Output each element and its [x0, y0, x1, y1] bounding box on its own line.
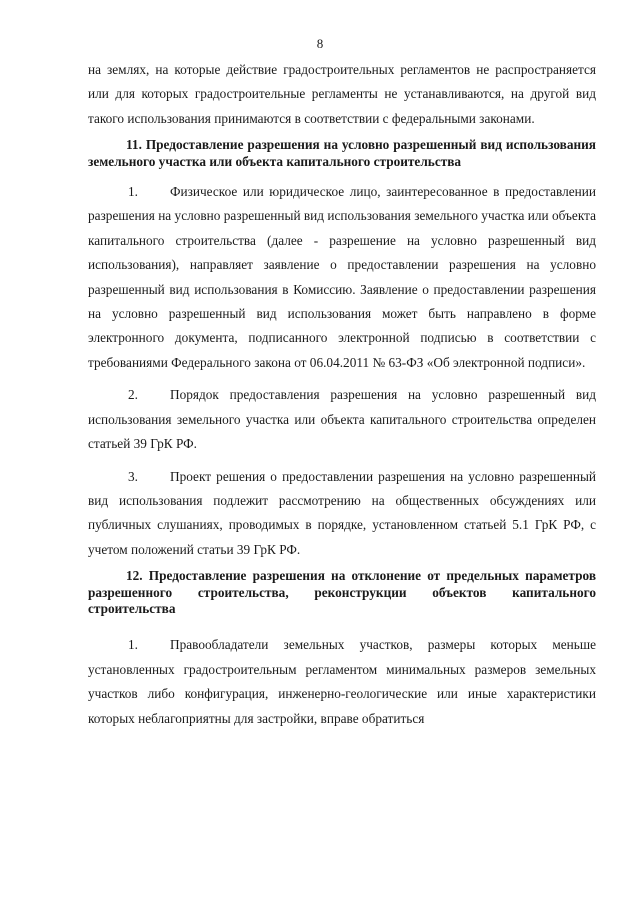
page-number: 8 [316, 36, 324, 51]
item-number: 1. [128, 184, 138, 200]
item-number: 1. [128, 637, 138, 653]
item-text: Проект решения о предоставлении разрешения на условно разрешенный вид использования подлежит рассмотрению на общественных обсуждениях или публичных слушаниях, проводимых в порядке, установленном статьей 5.1 ГрК РФ, с учетом положений статьи 39 ГрК РФ. [88, 468, 596, 557]
intro-paragraph: на землях, на которые действие градостроительных регламентов не распространяется или для которых градостроительные регламенты не устанавливаются, на другой вид такого использования принимаются в соответствии с федеральными законами. [88, 62, 596, 126]
section-11-item-2 [88, 383, 596, 456]
section-12-item-1 [88, 633, 596, 731]
section-11-item-3 [88, 465, 596, 563]
section-11-item-1 [88, 180, 596, 375]
item-text: Правообладатели земельных участков, размеры которых меньше установленных градостроительным регламентом минимальных размеров земельных участков либо конфигурация, инженерно-геологические или иные характеристики которых неблагоприятны для застройки, вправе обратиться [88, 637, 596, 726]
document-body [88, 58, 596, 731]
section-11-heading: 11. Предоставление разрешения на условно разрешенный вид использования земельного участка или объекта капитального строительства [88, 137, 596, 169]
item-number: 2. [128, 387, 138, 403]
item-text: Физическое или юридическое лицо, заинтересованное в предоставлении разрешения на условно разрешенный вид использования земельного участка или объекта капитального строительства (далее - разрешение на условно разрешенный вид использования), направляет заявление о предоставлении разрешения на условно разрешенный вид использования в Комиссию. Заявление о предоставлении разрешения на условно разрешенный вид использования может быть направлено в форме электронного документа, подписанного электронной подписью в соответствии с требованиями Федерального закона от 06.04.2011 № 63-ФЗ «Об электронной подписи». [88, 184, 596, 370]
item-number: 3. [128, 468, 138, 484]
section-12-heading: 12. Предоставление разрешения на отклонение от предельных параметров разрешенного строительства, реконструкции объектов капитального строительства [88, 568, 596, 616]
item-text: Порядок предоставления разрешения на условно разрешенный вид использования земельного участка или объекта капитального строительства определен статьей 39 ГрК РФ. [88, 387, 596, 452]
